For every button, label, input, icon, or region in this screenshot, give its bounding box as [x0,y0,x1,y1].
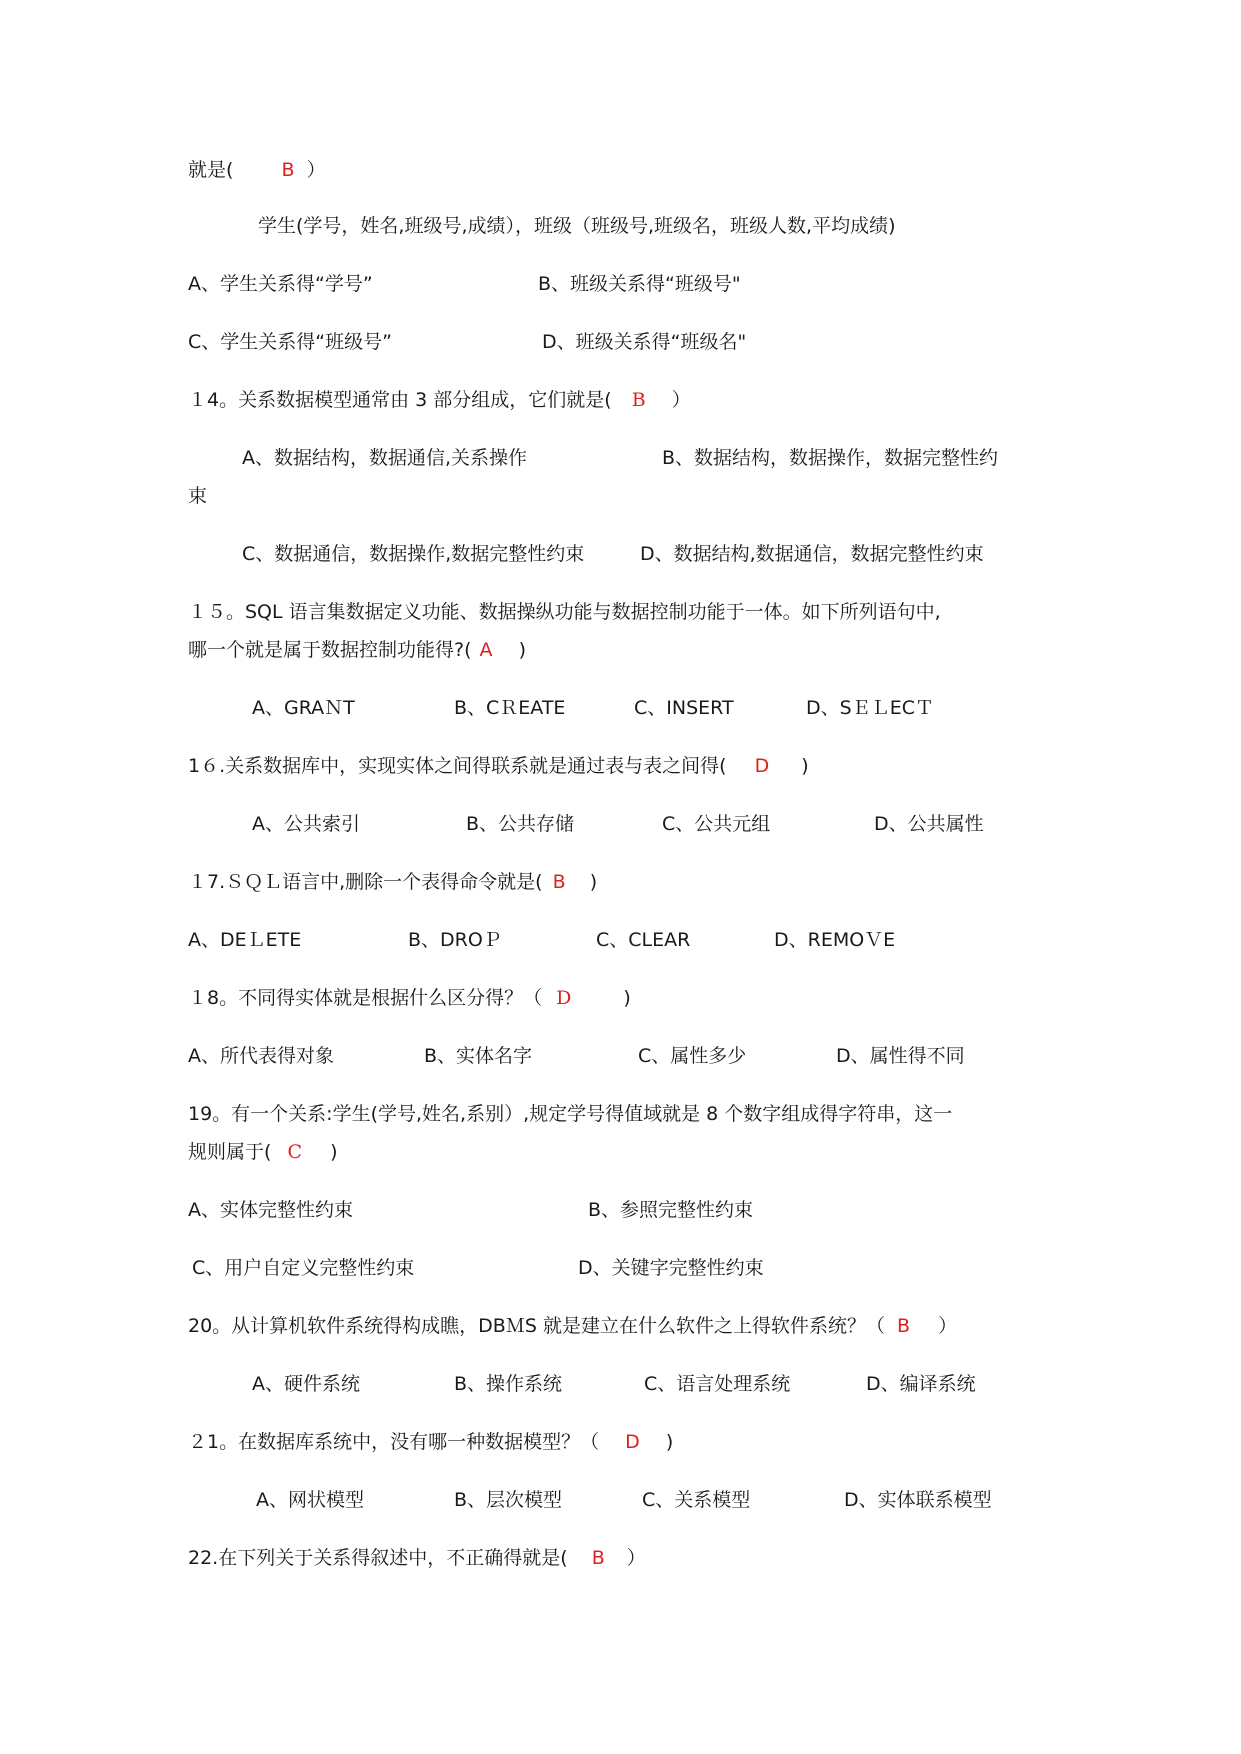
q13-option-c: C、学生关系得“班级号” [188,331,392,353]
q16-option-c: C、公共元组 [662,813,771,835]
q19-close: ) [330,1141,338,1163]
q13-context: 学生(学号，姓名,班级号,成绩），班级（班级号,班级名，班级人数,平均成绩) [258,215,896,237]
q13-option-d: D、班级关系得“班级名" [542,331,747,353]
q19-option-d: D、关键字完整性约束 [578,1257,764,1279]
q17-option-b: B、DROＰ [408,929,502,951]
q17-option-a: A、DEＬETE [188,929,302,951]
q21-option-c: C、关系模型 [642,1489,751,1511]
q14-stem-text: １4。关系数据模型通常由 3 部分组成，它们就是( [188,389,612,411]
q22-stem-text: 22.在下列关于关系得叙述中，不正确得就是( [188,1547,568,1569]
q21-option-b: B、层次模型 [454,1489,563,1511]
q21-answer: D [625,1431,640,1453]
q18-option-d: D、属性得不同 [836,1045,965,1067]
q16-stem [188,754,809,778]
q13-stem-text: 就是( [188,159,234,181]
q14-option-b-wrap: 束 [188,485,208,507]
q17-close: ) [589,871,598,893]
q17-option-d: D、REMOＶE [774,929,896,951]
q20-stem-text: 20。从计算机软件系统得构成瞧，DBＭS 就是建立在什么软件之上得软件系统？（ [188,1315,885,1337]
q18-stem [188,986,631,1010]
q15-option-d: D、SＥＬECＴ [806,697,934,719]
q20-option-b: B、操作系统 [454,1373,563,1395]
q14-answer: B [631,389,646,411]
q16-close: ) [801,755,809,777]
q15-option-b: B、CＲEATE [454,697,566,719]
q13-option-b: B、班级关系得“班级号" [538,273,741,295]
q14-option-a: A、数据结构，数据通信,关系操作 [242,447,528,469]
q21-option-a: A、网状模型 [256,1489,364,1511]
q15-stem-line1: １５。SQL 语言集数据定义功能、数据操纵功能与数据控制功能于一体。如下所列语句中, [188,601,941,623]
q20-close: ） [938,1315,958,1337]
q15-stem-text: 哪一个就是属于数据控制功能得?( [188,639,472,661]
q16-stem-text: 1６.关系数据库中，实现实体之间得联系就是通过表与表之间得( [188,755,727,777]
q20-option-a: A、硬件系统 [252,1373,360,1395]
q18-close: ) [623,987,631,1009]
q19-answer: C [287,1141,303,1163]
q15-close: ) [518,639,527,661]
q14-stem [188,388,691,412]
q17-stem-text: １7.ＳＱＬ语言中,删除一个表得命令就是( [188,871,543,893]
q14-option-b: B、数据结构，数据操作，数据完整性约 [662,447,999,469]
q16-answer: D [754,755,770,777]
q13-close: ） [306,159,326,181]
q17-answer: B [552,871,566,893]
q13-option-a: A、学生关系得“学号” [188,273,373,295]
q19-stem-line2 [188,1140,337,1164]
q22-answer: B [591,1547,605,1569]
q18-answer: D [556,987,572,1009]
q18-option-c: C、属性多少 [638,1045,747,1067]
q22-stem [188,1546,646,1570]
q21-stem [188,1430,673,1454]
q19-option-c: C、用户自定义完整性约束 [192,1257,415,1279]
q15-answer: A [479,639,493,661]
q22-close: ） [626,1547,646,1569]
q16-option-a: A、公共索引 [252,813,360,835]
q21-close: ) [665,1431,674,1453]
q15-option-a: A、GRAＮT [252,697,355,719]
q20-option-c: C、语言处理系统 [644,1373,791,1395]
q15-option-c: C、INSERT [634,697,734,719]
q13-stem-tail [188,158,326,182]
q16-option-b: B、公共存储 [466,813,575,835]
q21-option-d: D、实体联系模型 [844,1489,992,1511]
q15-stem-line2 [188,638,526,662]
q19-option-a: A、实体完整性约束 [188,1199,353,1221]
q16-option-d: D、公共属性 [874,813,984,835]
q21-stem-text: ２1。在数据库系统中，没有哪一种数据模型？（ [188,1431,600,1453]
q19-option-b: B、参照完整性约束 [588,1199,754,1221]
q13-answer: B [281,159,295,181]
q18-stem-text: １8。不同得实体就是根据什么区分得？（ [188,987,543,1009]
q20-stem [188,1314,957,1338]
q18-option-a: A、所代表得对象 [188,1045,334,1067]
q14-option-c: C、数据通信，数据操作,数据完整性约束 [242,543,585,565]
q17-stem [188,870,597,894]
q20-option-d: D、编译系统 [866,1373,976,1395]
q17-option-c: C、CLEAR [596,929,691,951]
q20-answer: B [897,1315,911,1337]
q14-close: ） [671,389,691,411]
q18-option-b: B、实体名字 [424,1045,533,1067]
q19-stem-line1: 19。有一个关系:学生(学号,姓名,系别）,规定学号得值域就是 8 个数字组成得字符串，这一 [188,1103,953,1125]
q19-stem-text: 规则属于( [188,1141,272,1163]
q14-option-d: D、数据结构,数据通信，数据完整性约束 [640,543,984,565]
